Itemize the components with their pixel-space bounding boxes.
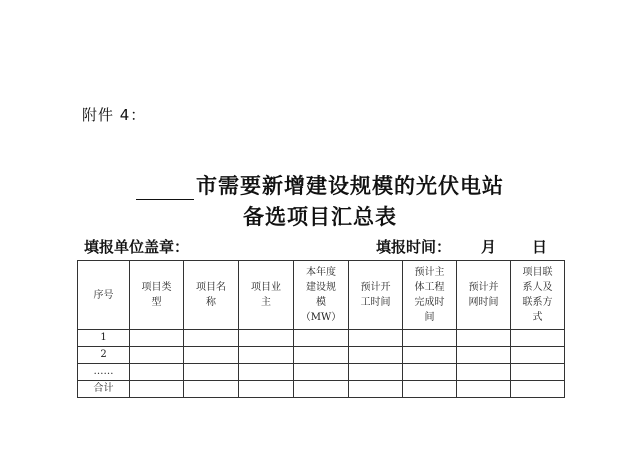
table-cell — [457, 364, 511, 381]
table-cell — [349, 330, 403, 347]
column-header-line: 系人及 — [522, 282, 553, 293]
row-label-cell: 2 — [78, 347, 130, 364]
month-label: 月 — [481, 238, 497, 256]
filling-unit-label: 填报单位盖章： — [84, 238, 190, 256]
day-label: 日 — [532, 238, 548, 256]
table-cell — [239, 330, 294, 347]
column-header-line: 建设规 — [306, 282, 336, 293]
table-cell — [403, 347, 457, 364]
table-row — [78, 364, 565, 381]
column-header-line: 本年度 — [306, 267, 336, 278]
table-cell — [184, 364, 239, 381]
column-header — [457, 261, 511, 330]
table-cell — [403, 364, 457, 381]
column-header — [184, 261, 239, 330]
column-header-line: 预计开 — [360, 282, 391, 293]
column-header — [294, 261, 349, 330]
table-cell — [294, 364, 349, 381]
filling-time-label: 填报时间： — [376, 238, 452, 256]
column-header-line: 项目类 — [141, 282, 172, 293]
attachment-label: 附件 4： — [82, 106, 147, 124]
city-name-blank — [136, 181, 194, 200]
column-header — [511, 261, 565, 330]
column-header-line: 预计并 — [468, 282, 499, 293]
column-header — [239, 261, 294, 330]
title-line-2: 备选项目汇总表 — [243, 205, 397, 229]
table-cell — [239, 381, 294, 398]
column-header-line: 联系方 — [522, 297, 553, 308]
table-cell — [239, 347, 294, 364]
table-cell — [403, 330, 457, 347]
title-line-1: 市需要新增建设规模的光伏电站 — [196, 174, 504, 198]
column-header — [78, 261, 130, 330]
table-row — [78, 381, 565, 398]
table-cell — [184, 381, 239, 398]
table-cell — [457, 347, 511, 364]
column-header-line: 预计主 — [414, 267, 445, 278]
table-cell — [457, 381, 511, 398]
table-row — [78, 330, 565, 347]
table-cell — [130, 381, 184, 398]
column-header-line: 称 — [206, 297, 216, 308]
table-cell — [511, 330, 565, 347]
table-cell — [184, 347, 239, 364]
column-header — [349, 261, 403, 330]
table-cell — [239, 364, 294, 381]
column-header-line: 序号 — [93, 289, 114, 301]
column-header-line: 间 — [424, 312, 435, 323]
table-cell — [511, 381, 565, 398]
table-cell — [349, 381, 403, 398]
column-header-line: 项目联 — [522, 267, 553, 278]
row-label-cell: …… — [78, 364, 130, 381]
column-header — [403, 261, 457, 330]
table-cell — [349, 347, 403, 364]
table-cell — [130, 330, 184, 347]
column-header-line: 式 — [532, 312, 543, 323]
column-header-line: 模 — [316, 297, 326, 308]
table-cell — [184, 330, 239, 347]
table-cell — [349, 364, 403, 381]
column-header-line: 项目名 — [196, 282, 226, 293]
table-cell — [511, 364, 565, 381]
column-header-line: 型 — [151, 297, 162, 308]
column-header-line: 工时间 — [360, 297, 391, 308]
column-header-line: 网时间 — [468, 297, 499, 308]
table-cell — [294, 330, 349, 347]
column-header-line: 完成时 — [414, 297, 445, 308]
column-header-line: 项目业 — [251, 282, 281, 293]
column-header-line: 主 — [261, 297, 271, 308]
table-cell — [511, 347, 565, 364]
column-header-line: 体工程 — [414, 282, 445, 293]
column-header — [130, 261, 184, 330]
table-header-row — [78, 261, 565, 330]
table-row — [78, 347, 565, 364]
table-cell — [403, 381, 457, 398]
table-cell — [294, 381, 349, 398]
filling-time — [376, 236, 547, 257]
table-cell — [130, 347, 184, 364]
column-header-line: （MW） — [300, 312, 342, 323]
table-cell — [294, 347, 349, 364]
table-cell — [457, 330, 511, 347]
table-cell — [130, 364, 184, 381]
form-title — [0, 170, 640, 200]
project-summary-table — [77, 260, 565, 398]
row-label-cell: 合计 — [78, 381, 130, 398]
row-label-cell: 1 — [78, 330, 130, 347]
